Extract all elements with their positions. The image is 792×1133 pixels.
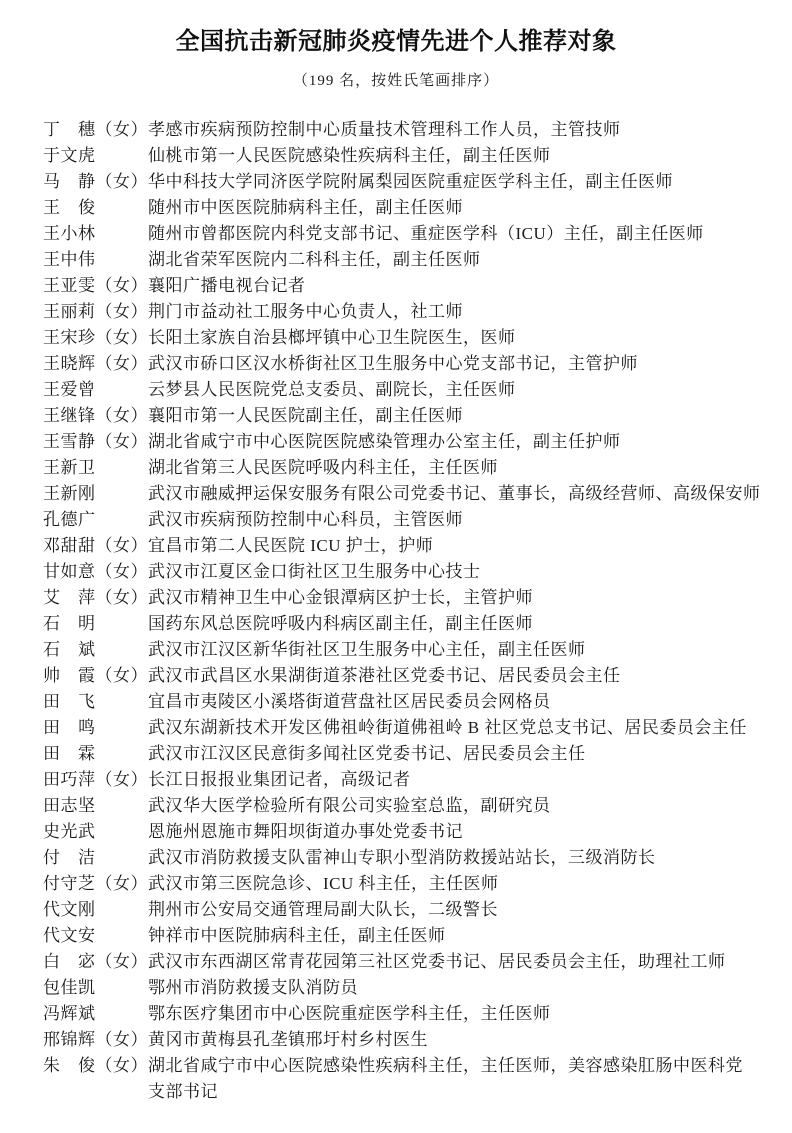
person-name: 马 静	[43, 172, 96, 191]
person-description-line: 宜昌市夷陵区小溪塔街道营盘社区居民委员会网格员	[148, 692, 551, 711]
person-description	[148, 117, 788, 143]
person-name: 王爱曾	[43, 380, 96, 399]
person-description-line: 荆门市益动社工服务中心负责人，社工师	[148, 302, 463, 321]
person-name: 田 霖	[43, 744, 96, 763]
person-name: 孔德广	[43, 510, 96, 529]
person-row	[43, 715, 788, 741]
person-description	[148, 715, 788, 741]
person-description	[148, 195, 788, 221]
person-description-line: 襄阳市第一人民医院副主任，副主任医师	[148, 406, 463, 425]
person-row	[43, 429, 788, 455]
person-row	[43, 507, 788, 533]
person-description-line: 湖北省荣军医院内二科科主任，副主任医师	[148, 250, 481, 269]
person-name-cell	[43, 455, 148, 481]
person-name: 石 斌	[43, 640, 96, 659]
person-name-cell	[43, 1027, 148, 1053]
person-name-cell	[43, 273, 148, 299]
gender-marker: （女）	[95, 1030, 148, 1049]
person-row	[43, 481, 788, 507]
gender-marker: （女）	[95, 588, 148, 607]
person-name-cell	[43, 221, 148, 247]
person-name: 丁 穗	[43, 120, 96, 139]
person-description	[148, 351, 788, 377]
person-name: 田志坚	[43, 796, 96, 815]
person-description-line: 武汉市硚口区汉水桥街社区卫生服务中心党支部书记，主管护师	[148, 354, 638, 373]
person-description	[148, 871, 788, 897]
person-description	[148, 247, 788, 273]
person-row	[43, 897, 788, 923]
person-name-cell	[43, 533, 148, 559]
person-description-line: 武汉市第三医院急诊、ICU 科主任，主任医师	[148, 874, 499, 893]
person-name-cell	[43, 1001, 148, 1027]
person-description-line: 支部书记	[148, 1082, 218, 1101]
person-description-line: 武汉市精神卫生中心金银潭病区护士长，主管护师	[148, 588, 533, 607]
person-name: 王新卫	[43, 458, 96, 477]
person-name-cell	[43, 143, 148, 169]
person-name-cell	[43, 325, 148, 351]
person-description	[148, 949, 788, 975]
person-description-line: 孝感市疾病预防控制中心质量技术管理科工作人员，主管技师	[148, 120, 621, 139]
person-name: 付守芝	[43, 874, 96, 893]
person-description-line: 武汉华大医学检验所有限公司实验室总监，副研究员	[148, 796, 551, 815]
gender-marker: （女）	[95, 276, 148, 295]
gender-marker: （女）	[95, 874, 148, 893]
gender-marker: （女）	[95, 952, 148, 971]
person-name-cell	[43, 351, 148, 377]
person-name: 王晓辉	[43, 354, 96, 373]
person-row	[43, 767, 788, 793]
person-description	[148, 663, 788, 689]
person-name: 王中伟	[43, 250, 96, 269]
person-name-cell	[43, 923, 148, 949]
person-name-cell	[43, 741, 148, 767]
person-name-cell	[43, 897, 148, 923]
person-name: 白 宓	[43, 952, 96, 971]
gender-marker: （女）	[95, 1056, 148, 1075]
person-name-cell	[43, 247, 148, 273]
person-name: 代文安	[43, 926, 96, 945]
person-description	[148, 975, 788, 1001]
person-description-line: 宜昌市第二人民医院 ICU 护士，护师	[148, 536, 434, 555]
person-description-line: 恩施州恩施市舞阳坝街道办事处党委书记	[148, 822, 463, 841]
person-name: 冯辉斌	[43, 1004, 96, 1023]
person-row	[43, 559, 788, 585]
person-name-cell	[43, 767, 148, 793]
person-row	[43, 299, 788, 325]
person-description	[148, 481, 788, 507]
person-description-line: 襄阳广播电视台记者	[148, 276, 306, 295]
person-row	[43, 169, 788, 195]
person-name-cell	[43, 663, 148, 689]
person-name-cell	[43, 793, 148, 819]
person-row	[43, 663, 788, 689]
person-name: 包佳凯	[43, 978, 96, 997]
person-description	[148, 403, 788, 429]
person-name: 邓甜甜	[43, 536, 96, 555]
person-description-line: 华中科技大学同济医学院附属梨园医院重症医学科主任，副主任医师	[148, 172, 673, 191]
person-description	[148, 611, 788, 637]
person-row	[43, 819, 788, 845]
person-name-cell	[43, 1053, 148, 1079]
person-description	[148, 637, 788, 663]
person-name-cell	[43, 377, 148, 403]
person-row	[43, 195, 788, 221]
person-row	[43, 793, 788, 819]
person-name-cell	[43, 689, 148, 715]
person-name: 王宋珍	[43, 328, 96, 347]
gender-marker: （女）	[95, 120, 148, 139]
person-description-line: 黄冈市黄梅县孔垄镇邢圩村乡村医生	[148, 1030, 428, 1049]
person-name: 朱 俊	[43, 1056, 96, 1075]
person-row	[43, 1053, 788, 1105]
person-row	[43, 871, 788, 897]
person-description-line: 湖北省咸宁市中心医院医院感染管理办公室主任，副主任护师	[148, 432, 621, 451]
person-description	[148, 455, 788, 481]
person-description-line: 云梦县人民医院党总支委员、副院长，主任医师	[148, 380, 516, 399]
person-row	[43, 533, 788, 559]
person-name-cell	[43, 715, 148, 741]
gender-marker: （女）	[95, 406, 148, 425]
person-description	[148, 819, 788, 845]
person-name: 王丽莉	[43, 302, 96, 321]
person-name: 邢锦辉	[43, 1030, 96, 1049]
person-description-line: 武汉市消防救援支队雷神山专职小型消防救援站站长，三级消防长	[148, 848, 656, 867]
person-name: 付 洁	[43, 848, 96, 867]
person-name-cell	[43, 637, 148, 663]
person-name-cell	[43, 403, 148, 429]
person-row	[43, 637, 788, 663]
person-description	[148, 1001, 788, 1027]
person-name: 王雪静	[43, 432, 96, 451]
person-name: 艾 萍	[43, 588, 96, 607]
person-description-line: 武汉市武昌区水果湖街道茶港社区党委书记、居民委员会主任	[148, 666, 621, 685]
person-description	[148, 429, 788, 455]
person-name: 田 鸣	[43, 718, 96, 737]
person-row	[43, 247, 788, 273]
person-row	[43, 455, 788, 481]
person-row	[43, 273, 788, 299]
person-name: 甘如意	[43, 562, 96, 581]
person-row	[43, 143, 788, 169]
person-description-line: 国药东风总医院呼吸内科病区副主任，副主任医师	[148, 614, 533, 633]
person-row	[43, 975, 788, 1001]
person-row	[43, 403, 788, 429]
person-description-line: 武汉市江汉区新华街社区卫生服务中心主任，副主任医师	[148, 640, 586, 659]
person-name-cell	[43, 195, 148, 221]
person-row	[43, 325, 788, 351]
person-name-cell	[43, 169, 148, 195]
person-name-cell	[43, 507, 148, 533]
person-description	[148, 845, 788, 871]
person-description	[148, 559, 788, 585]
person-description	[148, 377, 788, 403]
person-name-cell	[43, 117, 148, 143]
person-description-line: 仙桃市第一人民医院感染性疾病科主任，副主任医师	[148, 146, 551, 165]
person-description	[148, 1053, 788, 1105]
person-name-cell	[43, 611, 148, 637]
gender-marker: （女）	[95, 328, 148, 347]
person-name-cell	[43, 845, 148, 871]
person-description-line: 湖北省咸宁市中心医院感染性疾病科主任，主任医师，美容感染肛肠中医科党	[148, 1056, 743, 1075]
person-name: 田 飞	[43, 692, 96, 711]
gender-marker: （女）	[95, 770, 148, 789]
person-name: 代文刚	[43, 900, 96, 919]
person-row	[43, 611, 788, 637]
person-row	[43, 689, 788, 715]
person-description	[148, 325, 788, 351]
person-description	[148, 299, 788, 325]
person-description	[148, 741, 788, 767]
person-name: 石 明	[43, 614, 96, 633]
person-row	[43, 1001, 788, 1027]
person-description-line: 随州市中医医院肺病科主任，副主任医师	[148, 198, 463, 217]
person-description-line: 鄂州市消防救援支队消防员	[148, 978, 358, 997]
person-description-line: 湖北省第三人民医院呼吸内科主任，主任医师	[148, 458, 498, 477]
person-name-cell	[43, 559, 148, 585]
person-description-line: 钟祥市中医院肺病科主任，副主任医师	[148, 926, 446, 945]
document-subtitle: （199 名，按姓氏笔画排序）	[292, 73, 500, 89]
person-row	[43, 1027, 788, 1053]
gender-marker: （女）	[95, 562, 148, 581]
person-name: 王亚雯	[43, 276, 96, 295]
person-description	[148, 221, 788, 247]
person-name: 王 俊	[43, 198, 96, 217]
person-name: 王小林	[43, 224, 96, 243]
person-name-cell	[43, 299, 148, 325]
person-description-line: 鄂东医疗集团市中心医院重症医学科主任，主任医师	[148, 1004, 551, 1023]
person-description	[148, 897, 788, 923]
person-row	[43, 949, 788, 975]
person-description-line: 长江日报报业集团记者，高级记者	[148, 770, 411, 789]
person-name: 于文虎	[43, 146, 96, 165]
document-title: 全国抗击新冠肺炎疫情先进个人推荐对象	[175, 29, 617, 55]
person-description-line: 武汉市疾病预防控制中心科员，主管医师	[148, 510, 463, 529]
person-name-cell	[43, 429, 148, 455]
person-description-line: 武汉市江汉区民意街多闻社区党委书记、居民委员会主任	[148, 744, 586, 763]
person-description-line: 武汉市东西湖区常青花园第三社区党委书记、居民委员会主任，助理社工师	[148, 952, 726, 971]
person-row	[43, 845, 788, 871]
person-name-cell	[43, 975, 148, 1001]
person-description	[148, 143, 788, 169]
person-description	[148, 533, 788, 559]
gender-marker: （女）	[95, 172, 148, 191]
person-name-cell	[43, 949, 148, 975]
person-description-line: 荆州市公安局交通管理局副大队长，二级警长	[148, 900, 498, 919]
person-description	[148, 1027, 788, 1053]
person-description-line: 长阳土家族自治县榔坪镇中心卫生院医生，医师	[148, 328, 516, 347]
person-name: 史光武	[43, 822, 96, 841]
person-row	[43, 377, 788, 403]
person-name: 帅 霞	[43, 666, 96, 685]
person-name-cell	[43, 481, 148, 507]
person-row	[43, 221, 788, 247]
person-description-line: 武汉市融威押运保安服务有限公司党委书记、董事长，高级经营师、高级保安师	[148, 484, 761, 503]
person-description	[148, 923, 788, 949]
gender-marker: （女）	[95, 354, 148, 373]
person-description	[148, 169, 788, 195]
people-list	[0, 117, 792, 1105]
person-name: 王新刚	[43, 484, 96, 503]
person-name: 田巧萍	[43, 770, 96, 789]
person-name-cell	[43, 585, 148, 611]
person-description	[148, 767, 788, 793]
person-description-line: 武汉东湖新技术开发区佛祖岭街道佛祖岭 B 社区党总支书记、居民委员会主任	[148, 718, 747, 737]
person-row	[43, 117, 788, 143]
person-description	[148, 793, 788, 819]
person-description	[148, 585, 788, 611]
person-description	[148, 689, 788, 715]
person-description	[148, 507, 788, 533]
person-row	[43, 351, 788, 377]
gender-marker: （女）	[95, 666, 148, 685]
person-name: 王继锋	[43, 406, 96, 425]
person-name-cell	[43, 819, 148, 845]
gender-marker: （女）	[95, 432, 148, 451]
gender-marker: （女）	[95, 536, 148, 555]
person-description-line: 随州市曾都医院内科党支部书记、重症医学科（ICU）主任，副主任医师	[148, 224, 704, 243]
person-description-line: 武汉市江夏区金口街社区卫生服务中心技士	[148, 562, 481, 581]
person-row	[43, 741, 788, 767]
person-description	[148, 273, 788, 299]
person-row	[43, 585, 788, 611]
gender-marker: （女）	[95, 302, 148, 321]
person-name-cell	[43, 871, 148, 897]
person-row	[43, 923, 788, 949]
